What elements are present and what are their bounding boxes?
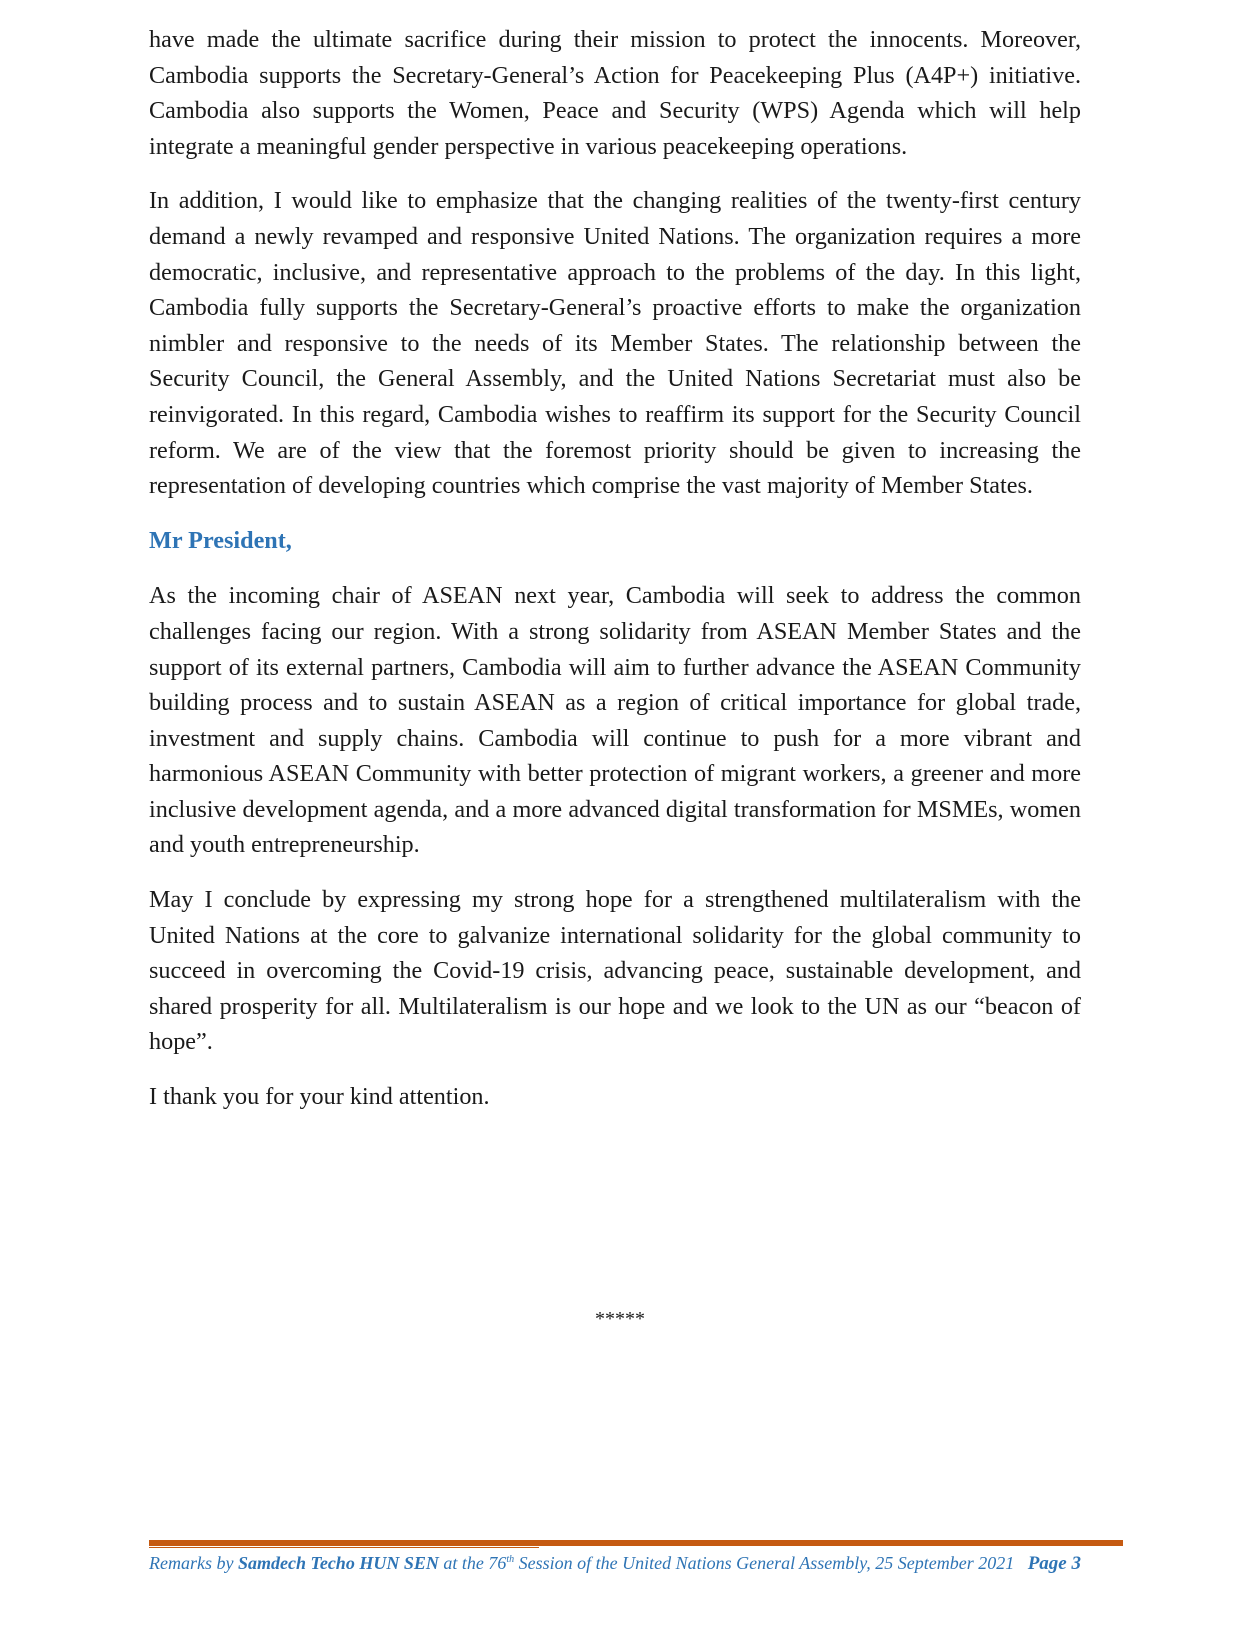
paragraph-un-reform: In addition, I would like to emphasize that the changing realities of the twenty-first century demand a newly revamped and responsive United Nations. The organization requires a more democratic, inclusive, and representative approach to the problems of the day. In this light, Cambodia fully supports the Secretary-General’s proactive efforts to make the organization nimbler and responsive to the needs of its Member States. The relationship between the Security Council, the General Assembly, and the United Nations Secretariat must also be reinvigorated. In this regard, Cambodia wishes to reaffirm its support for the Security Council reform. We are of the view that the foremost priority should be given to increasing the representation of developing countries which comprise the vast majority of Member States. [149, 187, 1081, 500]
footer-rule-thin [149, 1547, 539, 1548]
end-separator: ***** [595, 1308, 645, 1330]
salutation-heading: Mr President, [149, 526, 292, 554]
footer-caption: Remarks by Samdech Techo HUN SEN at the 76th Session of the United Nations General Assembly, 25 September 2021 [149, 1553, 1015, 1573]
paragraph-thanks: I thank you for your kind attention. [149, 1083, 490, 1111]
document-body [149, 22, 1081, 1134]
paragraph-peacekeeping: have made the ultimate sacrifice during their mission to protect the innocents. Moreover, Cambodia supports the Secretary-General’s Action for Peacekeeping Plus (A4P+) initiative. Cambodia also supports the Women, Peace and Security (WPS) Agenda which will help integrate a meaningful gender perspective in various peacekeeping operations. [149, 26, 1081, 160]
page-footer [149, 1553, 1081, 1583]
page-number: Page 3 [1027, 1553, 1081, 1574]
footer-rule [149, 1540, 1123, 1546]
paragraph-asean-chair: As the incoming chair of ASEAN next year, Cambodia will seek to address the common challenges facing our region. With a strong solidarity from ASEAN Member States and the support of its external partners, Cambodia will aim to further advance the ASEAN Community building process and to sustain ASEAN as a region of critical importance for global trade, investment and supply chains. Cambodia will continue to push for a more vibrant and harmonious ASEAN Community with better protection of migrant workers, a greener and more inclusive development agenda, and a more advanced digital transformation for MSMEs, women and youth entrepreneurship. [149, 582, 1081, 859]
paragraph-conclusion: May I conclude by expressing my strong hope for a strengthened multilateralism with the United Nations at the core to galvanize international solidarity for the global community to succeed in overcoming the Covid-19 crisis, advancing peace, sustainable development, and shared prosperity for all. Multilateralism is our hope and we look to the UN as our “beacon of hope”. [149, 886, 1081, 1056]
footer-speaker: Samdech Techo HUN SEN [237, 1553, 439, 1573]
